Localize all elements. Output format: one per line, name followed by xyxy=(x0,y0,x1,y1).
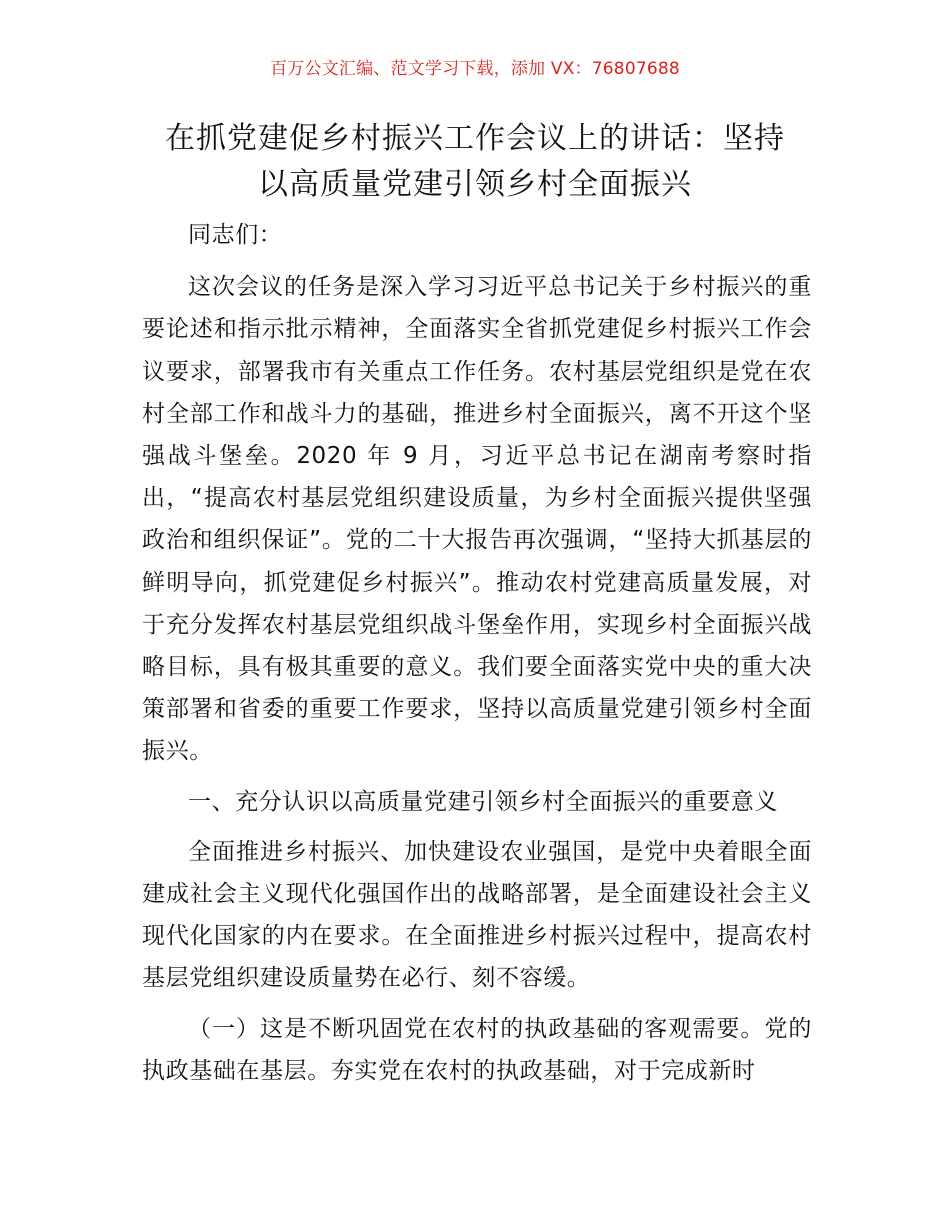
intro-paragraph: 这次会议的任务是深入学习习近平总书记关于乡村振兴的重要论述和指示批示精神，全面落实全省抓党建促乡村振兴工作会议要求，部署我市有关重点工作任务。农村基层党组织是党在农村全部工作和战斗力的基础，推进乡村全面振兴，离不开这个坚强战斗堡垒。2020 年 9 月，习近平总书记在湖南考察时指出，“提高农村基层党组织建设质量，为乡村全面振兴提供坚强政治和组织保证”。党的二十大报告再次强调，“坚持大抓基层的鲜明导向，抓党建促乡村振兴”。推动农村党建高质量发展，对于充分发挥农村基层党组织战斗堡垒作用，实现乡村全面振兴战略目标，具有极其重要的意义。我们要全面落实党中央的重大决策部署和省委的重要工作要求，坚持以高质量党建引领乡村全面振兴。 xyxy=(142,274,812,765)
title-line-1: 在抓党建促乡村振兴工作会议上的讲话：坚持 xyxy=(165,121,785,156)
promo-header-text: 百万公文汇编、范文学习下载，添加 VX：76807688 xyxy=(270,59,680,79)
title-line-2: 以高质量党建引领乡村全面振兴 xyxy=(258,167,692,202)
greeting: 同志们： xyxy=(188,222,283,248)
document-body xyxy=(142,214,812,1100)
document-title xyxy=(140,116,810,208)
section-heading-1: 一、充分认识以高质量党建引领乡村全面振兴的重要意义 xyxy=(188,788,778,815)
section-1-paragraph: 全面推进乡村振兴、加快建设农业强国，是党中央着眼全面建成社会主义现代化强国作出的战略部署，是全面建设社会主义现代化国家的内在要求。在全面推进乡村振兴过程中，提高农村基层党组织建设质量势在必行、刻不容缓。 xyxy=(142,838,812,992)
subsection-1-paragraph: （一）这是不断巩固党在农村的执政基础的客观需要。党的执政基础在基层。夯实党在农村的执政基础，对于完成新时 xyxy=(142,1015,812,1084)
